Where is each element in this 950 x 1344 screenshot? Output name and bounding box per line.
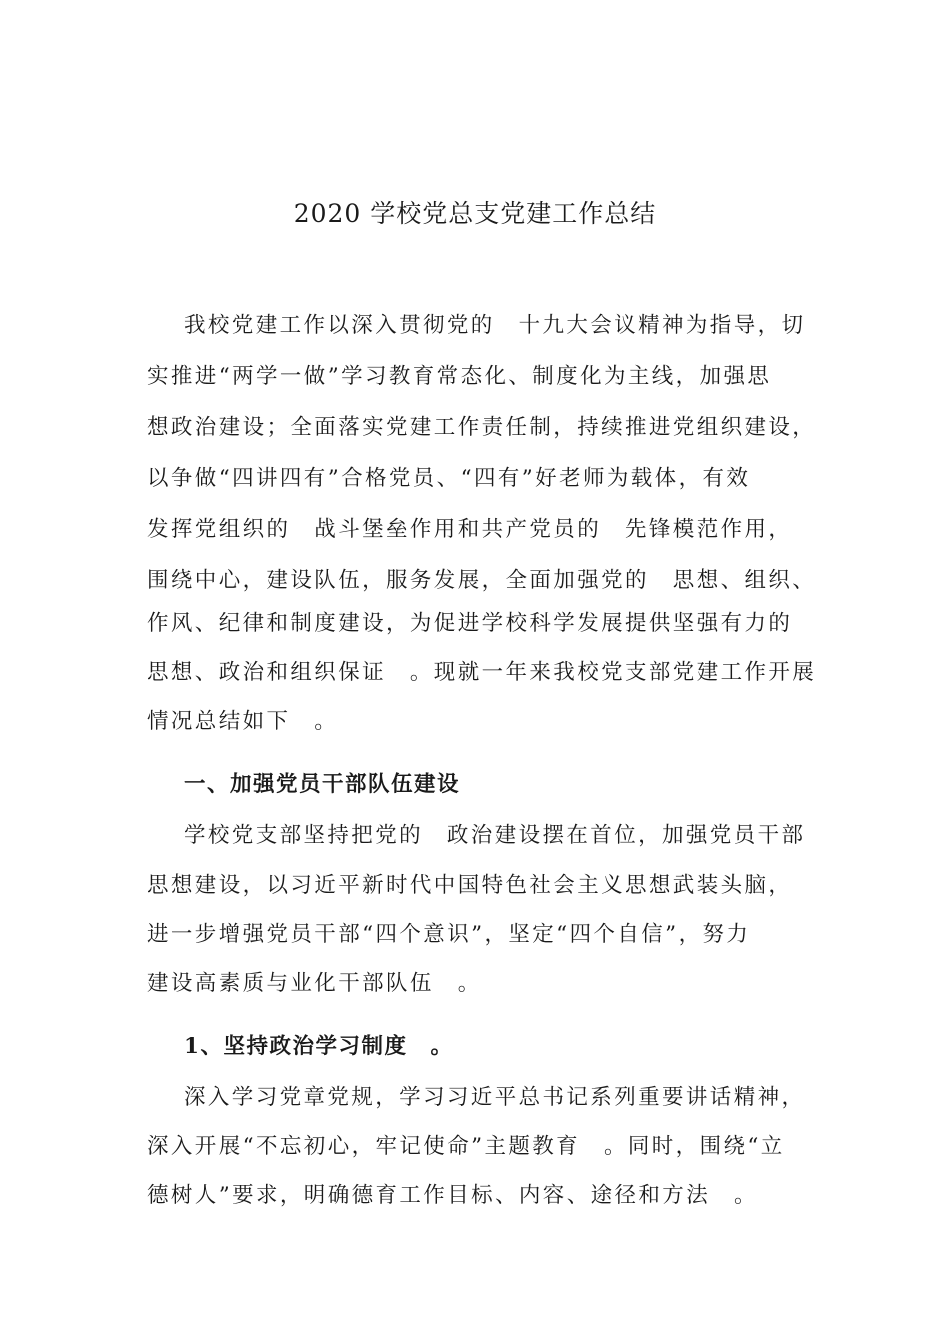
intro-line: 思想、政治和组织保证 。现就一年来我校党支部党建工作开展 [147,660,817,685]
intro-line: 以争做“四讲四有”合格党员、“四有”好老师为载体，有效 [147,466,751,491]
intro-line: 想政治建设；全面落实党建工作责任制，持续推进党组织建设， [147,415,817,440]
subsection-line: 德树人”要求，明确德育工作目标、内容、途径和方法 。 [147,1183,758,1208]
section-heading: 一、加强党员干部队伍建设 [184,772,461,797]
intro-line: 发挥党组织的 战斗堡垒作用和共产党员的 先锋模范作用， [147,517,793,542]
section-line: 建设高素质与业化干部队伍 。 [147,971,482,996]
intro-line: 作风、纪律和制度建设，为促进学校科学发展提供坚强有力的 [147,611,793,636]
subsection-heading: 1、坚持政治学习制度 。 [184,1034,454,1059]
document-title: 2020 学校党总支党建工作总结 [293,199,657,228]
section-line: 思想建设，以习近平新时代中国特色社会主义思想武装头脑， [147,873,793,898]
subsection-line: 深入开展“不忘初心，牢记使命”主题教育 。同时，围绕“立 [147,1134,785,1159]
intro-line: 情况总结如下 。 [147,709,339,734]
section-line: 进一步增强党员干部“四个意识”，坚定“四个自信”，努力 [147,922,751,947]
section-line: 学校党支部坚持把党的 政治建设摆在首位，加强党员干部 [184,823,806,848]
intro-line: 实推进“两学一做”学习教育常态化、制度化为主线，加强思 [147,364,772,389]
subsection-line: 深入学习党章党规，学习习近平总书记系列重要讲话精神， [184,1085,806,1110]
intro-line: 围绕中心，建设队伍，服务发展，全面加强党的 思想、组织、 [147,568,817,593]
intro-line: 我校党建工作以深入贯彻党的 十九大会议精神为指导，切 [184,313,806,338]
